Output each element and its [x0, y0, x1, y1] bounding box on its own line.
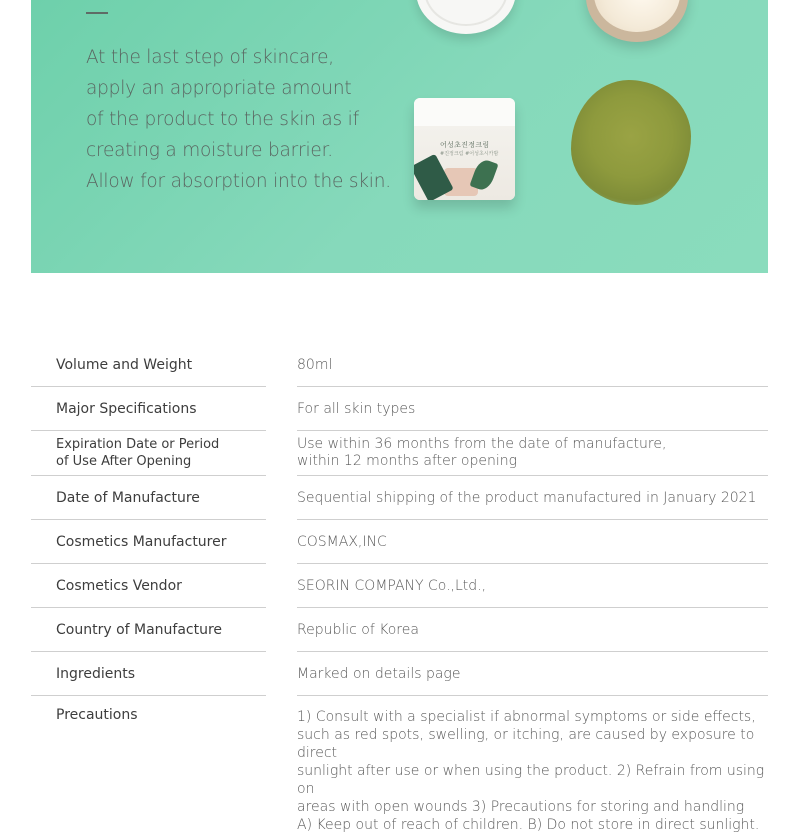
spec-value: Republic of Korea	[297, 608, 768, 652]
hero-instructions	[86, 42, 391, 197]
open-cream-jar-image	[586, 0, 688, 42]
spec-label: Cosmetics Vendor	[31, 564, 266, 608]
jar-label-title: 어성초진정크림	[440, 141, 490, 149]
hero-line: At the last step of skincare,	[86, 47, 334, 68]
spec-row-precautions	[31, 696, 768, 833]
herb-powder-image	[571, 80, 691, 205]
spec-value: Marked on details page	[297, 652, 768, 696]
spec-label: Precautions	[56, 707, 138, 723]
spec-row-manufacturer	[31, 520, 768, 564]
spec-row-volume	[31, 343, 768, 387]
spec-row-expiration	[31, 431, 768, 476]
spec-label: Ingredients	[31, 652, 266, 696]
jar-label-subtitle: #진정크림 #어성초시카밤	[440, 151, 499, 157]
hero-banner	[31, 0, 768, 273]
spec-label: Expiration Date or Period of Use After Opening	[31, 431, 266, 476]
spec-row-specifications	[31, 387, 768, 431]
spec-value: Sequential shipping of the product manufactured in January 2021	[297, 476, 768, 520]
hero-line: of the product to the skin as if	[86, 109, 359, 130]
hero-line: Allow for absorption into the skin.	[86, 171, 391, 192]
jar-lid-image	[416, 0, 516, 34]
spec-row-manufacture-date	[31, 476, 768, 520]
hero-line: creating a moisture barrier.	[86, 140, 333, 161]
hero-line: apply an appropriate amount	[86, 78, 352, 99]
spec-value: 1) Consult with a specialist if abnormal symptoms or side effects, such as red spots, swelling, or itching, are caused by exposure to direct sunlight after use or when using the product. 2) Refrain from using on areas with open wounds 3) Precautions for storing and handling A) Keep out of reach of children. B) Do not store in direct sunlight.	[297, 709, 765, 833]
spec-label: Cosmetics Manufacturer	[31, 520, 266, 564]
accent-dash	[86, 12, 108, 14]
spec-value: Use within 36 months from the date of manufacture, within 12 months after opening	[297, 431, 768, 476]
spec-label: Volume and Weight	[31, 343, 266, 387]
spec-value: SEORIN COMPANY Co.,Ltd.,	[297, 564, 768, 608]
spec-value: 80ml	[297, 343, 768, 387]
spec-row-country	[31, 608, 768, 652]
spec-label: Major Specifications	[31, 387, 266, 431]
jar-cap	[414, 98, 515, 127]
spec-label: Country of Manufacture	[31, 608, 266, 652]
spec-value: COSMAX,INC	[297, 520, 768, 564]
spec-row-ingredients	[31, 652, 768, 696]
spec-label: Date of Manufacture	[31, 476, 266, 520]
product-jar-image	[414, 98, 515, 200]
spec-value: For all skin types	[297, 387, 768, 431]
spec-row-vendor	[31, 564, 768, 608]
product-info-table	[31, 343, 768, 833]
